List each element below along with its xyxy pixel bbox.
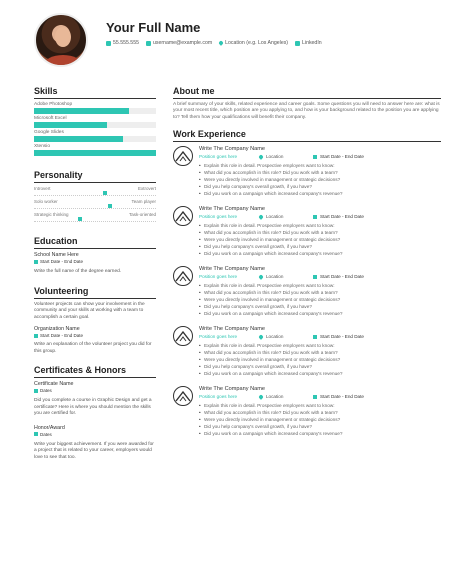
mountain-logo-icon xyxy=(173,206,193,226)
about-heading: About me xyxy=(173,86,441,99)
job-location-text: Location xyxy=(266,394,284,400)
job-dates xyxy=(313,214,364,219)
contact-location xyxy=(219,40,288,46)
mountain-logo-icon xyxy=(173,146,193,166)
contact-linkedin-text: LinkedIn xyxy=(302,40,322,46)
location-pin-icon xyxy=(218,40,224,46)
job-entry xyxy=(173,326,441,377)
certificate-dates xyxy=(34,388,156,393)
job-bullet: • What did you accomplish in this role? Did you work with a team? xyxy=(199,349,441,356)
job-bullet: • Explain this role in detail. Prospective employers want to know: xyxy=(199,222,441,229)
trait-right-label: Team player xyxy=(131,199,156,204)
right-column xyxy=(173,86,441,446)
skills-heading: Skills xyxy=(34,86,156,99)
certificate-dates-text: Dates xyxy=(40,388,52,393)
company-name: Write The Company Name xyxy=(199,326,266,333)
location-pin-icon xyxy=(258,334,264,340)
job-location-text: Location xyxy=(266,154,284,160)
mountain-logo-icon xyxy=(173,386,193,406)
job-location xyxy=(259,214,313,219)
trait-right-label: Task-oriented xyxy=(128,212,156,217)
calendar-icon xyxy=(313,275,317,279)
skill-bar-fill xyxy=(34,108,129,114)
volunteering-desc: Write an explanation of the volunteer project you did for this group. xyxy=(34,342,152,354)
job-bullet: • Did you help company's overall growth, if you have? xyxy=(199,423,441,430)
job-bullet: • Explain this role in detail. Prospective employers want to know: xyxy=(199,282,441,289)
company-name: Write The Company Name xyxy=(199,386,266,393)
job-body xyxy=(199,326,441,377)
personality-list xyxy=(34,186,156,222)
job-bullet: • What did you accomplish in this role? Did you work with a team? xyxy=(199,229,441,236)
phone-icon xyxy=(106,41,111,46)
job-location-text: Location xyxy=(266,214,284,220)
contact-phone-text: 55.555.555 xyxy=(113,40,139,46)
job-dates-text: Start Date - End Date xyxy=(320,274,364,280)
skill-bar xyxy=(34,150,156,156)
trait-slider-marker xyxy=(78,217,82,221)
job-bullet: • Did you help company's overall growth, if you have? xyxy=(199,363,441,370)
job-dates xyxy=(313,334,364,339)
job-bullet: • Were you directly involved in management or strategic decisions? xyxy=(199,416,441,423)
job-bullets xyxy=(199,282,441,317)
calendar-icon xyxy=(34,389,38,393)
trait-slider-marker xyxy=(103,191,107,195)
about-text: A brief summary of your skills, related experience and career goals. Some questions you will need to answer here are: what is your most recent title, which position are you applying to, and how is your background related to the position you are applying to? Tell them how your qualifications will benefit their company. xyxy=(173,102,440,120)
job-meta xyxy=(199,274,441,279)
skill-name: Google Slides xyxy=(34,130,64,135)
calendar-icon xyxy=(34,334,38,338)
left-column xyxy=(34,86,156,461)
volunteering-intro: Volunteer projects can show your involvement in the community and your skills at working with a team to accomplish a certain goal. xyxy=(34,301,145,320)
job-dates xyxy=(313,274,364,279)
contact-email[interactable] xyxy=(146,40,212,46)
job-location xyxy=(259,394,313,399)
job-bullets xyxy=(199,222,441,257)
company-name: Write The Company Name xyxy=(199,206,266,213)
trait-slider xyxy=(34,191,156,196)
job-position: Position goes here xyxy=(199,154,238,160)
trait-left-label: Introvert xyxy=(34,186,51,191)
job-dates-text: Start Date - End Date xyxy=(320,154,364,160)
trait-slider xyxy=(34,217,156,222)
job-bullets xyxy=(199,342,441,377)
jobs-list xyxy=(173,146,441,437)
certificates-heading: Certificates & Honors xyxy=(34,365,156,378)
skill-name: Adobe Photoshop xyxy=(34,102,73,107)
skill-bar xyxy=(34,122,156,128)
calendar-icon xyxy=(313,395,317,399)
location-pin-icon xyxy=(258,154,264,160)
volunteering-dates xyxy=(34,333,156,338)
job-entry xyxy=(173,206,441,257)
job-bullet: • Did you help company's overall growth, if you have? xyxy=(199,183,441,190)
job-bullets xyxy=(199,162,441,197)
organization-name: Organization Name xyxy=(34,326,80,332)
contact-linkedin[interactable] xyxy=(295,40,322,46)
job-bullet: • Did you work on a campaign which increased company's revenue? xyxy=(199,250,441,257)
linkedin-icon xyxy=(295,41,300,46)
contact-phone xyxy=(106,40,139,46)
school-name: School Name Here xyxy=(34,252,79,258)
skill-name: Xtensio xyxy=(34,144,50,149)
job-bullet: • Did you work on a campaign which increased company's revenue? xyxy=(199,370,441,377)
job-meta xyxy=(199,214,441,219)
calendar-icon xyxy=(313,335,317,339)
trait-right-label: Extrovert xyxy=(137,186,156,191)
skill-bar-fill xyxy=(34,150,156,156)
skills-list xyxy=(34,102,156,156)
job-body xyxy=(199,386,441,437)
job-bullet: • What did you accomplish in this role? Did you work with a team? xyxy=(199,169,441,176)
job-location xyxy=(259,334,313,339)
job-bullet: • Explain this role in detail. Prospective employers want to know: xyxy=(199,402,441,409)
job-bullet: • Explain this role in detail. Prospective employers want to know: xyxy=(199,162,441,169)
job-meta xyxy=(199,394,441,399)
location-pin-icon xyxy=(258,394,264,400)
job-dates-text: Start Date - End Date xyxy=(320,214,364,220)
job-bullet: • Were you directly involved in management or strategic decisions? xyxy=(199,356,441,363)
trait-left-label: Strategic thinking xyxy=(34,212,69,217)
job-dates xyxy=(313,154,364,159)
trait-slider xyxy=(34,204,156,209)
job-bullet: • Did you help company's overall growth, if you have? xyxy=(199,303,441,310)
job-entry xyxy=(173,386,441,437)
job-entry xyxy=(173,146,441,197)
profile-photo xyxy=(34,13,88,67)
job-bullet: • What did you accomplish in this role? Did you work with a team? xyxy=(199,409,441,416)
job-position: Position goes here xyxy=(199,334,238,340)
trait-left-label: Solo worker xyxy=(34,199,58,204)
job-position: Position goes here xyxy=(199,274,238,280)
profile-face xyxy=(55,27,71,47)
company-name: Write The Company Name xyxy=(199,266,266,273)
job-dates xyxy=(313,394,364,399)
job-meta xyxy=(199,154,441,159)
honor-desc: Write your biggest achievement. If you were awarded for a project that is related to your career, employers would love to see that too. xyxy=(34,441,154,460)
job-location-text: Location xyxy=(266,274,284,280)
mountain-logo-icon xyxy=(173,326,193,346)
certificate-name: Certificate Name xyxy=(34,381,74,387)
job-bullet: • Did you help company's overall growth, if you have? xyxy=(199,243,441,250)
job-body xyxy=(199,266,441,317)
volunteering-heading: Volunteering xyxy=(34,286,156,299)
volunteering-dates-text: Start Date - End Date xyxy=(40,333,84,338)
job-location-text: Location xyxy=(266,334,284,340)
experience-heading: Work Experience xyxy=(173,129,441,142)
job-bullet: • Were you directly involved in management or strategic decisions? xyxy=(199,236,441,243)
job-bullet: • Did you work on a campaign which increased company's revenue? xyxy=(199,190,441,197)
job-dates-text: Start Date - End Date xyxy=(320,394,364,400)
job-position: Position goes here xyxy=(199,394,238,400)
job-bullet: • Did you work on a campaign which increased company's revenue? xyxy=(199,310,441,317)
skill-bar xyxy=(34,108,156,114)
contact-location-text: Location (e.g. Los Angeles) xyxy=(225,40,289,46)
job-body xyxy=(199,206,441,257)
job-bullet: • What did you accomplish in this role? Did you work with a team? xyxy=(199,289,441,296)
calendar-icon xyxy=(34,260,38,264)
job-location xyxy=(259,274,313,279)
skill-bar-fill xyxy=(34,136,123,142)
skill-name: Microsoft Excel xyxy=(34,116,67,121)
certificate-desc: Did you complete a course in Graphic Design and get a certificate? Here is where you should mention the skills you are certified for. xyxy=(34,398,152,416)
education-heading: Education xyxy=(34,236,156,249)
company-name: Write The Company Name xyxy=(199,146,266,153)
profile-shirt xyxy=(44,55,82,67)
degree-text: Write the full name of the degree earned. xyxy=(34,269,122,274)
job-dates-text: Start Date - End Date xyxy=(320,334,364,340)
mountain-logo-icon xyxy=(173,266,193,286)
job-location xyxy=(259,154,313,159)
education-dates xyxy=(34,259,156,264)
skill-bar-fill xyxy=(34,122,107,128)
job-meta xyxy=(199,334,441,339)
education-dates-text: Start Date - End Date xyxy=(40,259,84,264)
job-bullet: • Explain this role in detail. Prospective employers want to know: xyxy=(199,342,441,349)
contact-email-text: username@example.com xyxy=(152,40,213,46)
full-name: Your Full Name xyxy=(106,20,201,35)
job-bullet: • Were you directly involved in management or strategic decisions? xyxy=(199,296,441,303)
job-bullets xyxy=(199,402,441,437)
mail-icon xyxy=(146,41,151,46)
skill-bar xyxy=(34,136,156,142)
calendar-icon xyxy=(34,432,38,436)
job-entry xyxy=(173,266,441,317)
location-pin-icon xyxy=(258,214,264,220)
calendar-icon xyxy=(313,215,317,219)
personality-heading: Personality xyxy=(34,170,156,183)
job-bullet: • Were you directly involved in management or strategic decisions? xyxy=(199,176,441,183)
job-position: Position goes here xyxy=(199,214,238,220)
honor-dates-text: Dates xyxy=(40,431,52,437)
contact-row xyxy=(106,40,322,46)
honor-name: Honor/Award xyxy=(34,424,65,431)
job-bullet: • Did you work on a campaign which increased company's revenue? xyxy=(199,430,441,437)
honor-dates xyxy=(34,432,156,437)
calendar-icon xyxy=(313,155,317,159)
location-pin-icon xyxy=(258,274,264,280)
job-body xyxy=(199,146,441,197)
trait-slider-marker xyxy=(108,204,112,208)
